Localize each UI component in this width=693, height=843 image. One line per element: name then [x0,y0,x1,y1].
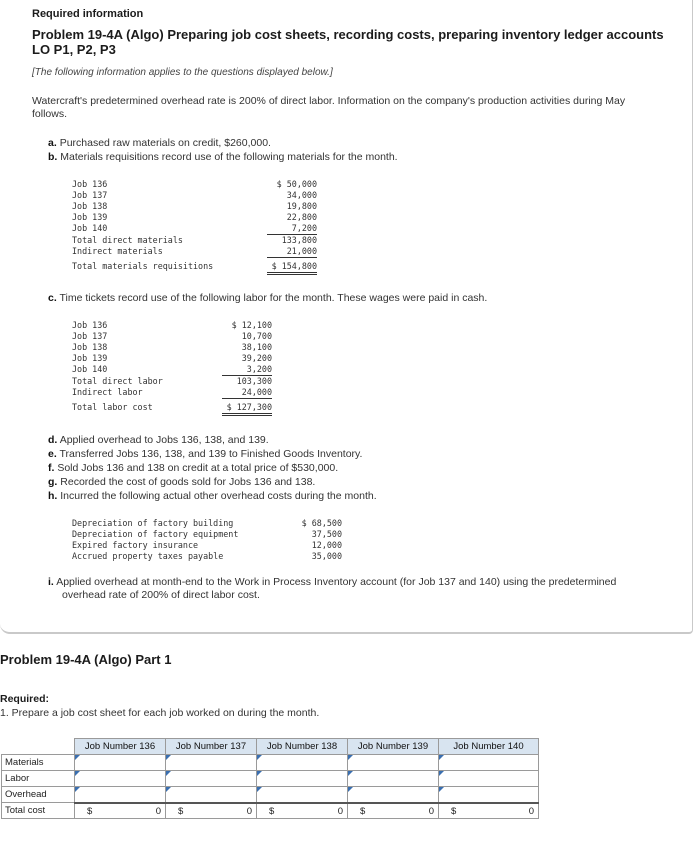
part-title: Problem 19-4A (Algo) Part 1 [0,652,172,667]
labor-amount: 103,300 [236,376,272,386]
overhead-table [72,518,372,568]
overhead-amount: 37,500 [311,529,342,539]
input-marker-icon [348,755,353,760]
input-marker-icon [348,771,353,776]
input-marker-icon [257,755,262,760]
materials-amount: $ 50,000 [276,179,317,189]
materials-label: Indirect materials [72,246,163,256]
input-marker-icon [75,755,80,760]
item-e: e. Transferred Jobs 136, 138, and 139 to Finished Goods Inventory. [48,448,363,460]
input-marker-icon [439,755,444,760]
total-cost-job-140: $ 0 [439,803,539,819]
materials-label: Total materials requisitions [72,261,214,271]
labor-input-job-138[interactable] [257,771,348,787]
labor-label: Indirect labor [72,387,143,397]
required-text: 1. Prepare a job cost sheet for each job worked on during the month. [0,707,320,719]
labor-label: Job 138 [72,342,108,352]
overhead-input-job-136[interactable] [75,787,166,803]
total-cost-job-136: $ 0 [75,803,166,819]
overhead-amount: 12,000 [311,540,342,550]
materials-label: Job 139 [72,212,108,222]
table-row [2,771,539,787]
labor-amount: 38,100 [241,342,272,352]
materials-amount: 21,000 [267,246,317,258]
table-row [2,755,539,771]
labor-amount: 24,000 [222,387,272,399]
labor-table [72,320,282,420]
labor-label: Job 136 [72,320,108,330]
materials-amount: 133,800 [281,235,317,245]
labor-amount: 39,200 [241,353,272,363]
total-cost-job-138: $ 0 [257,803,348,819]
applies-note: [The following information applies to the questions displayed below.] [32,67,333,78]
total-row [2,803,539,819]
materials-input-job-139[interactable] [348,755,439,771]
input-marker-icon [348,787,353,792]
item-i: i. Applied overhead at month-end to the Work in Process Inventory account (for Job 137 and 140) using the predetermined overhead rate of 200% of direct labor cost. [48,576,617,601]
input-marker-icon [166,755,171,760]
input-marker-icon [75,787,80,792]
materials-amount: 22,800 [286,212,317,222]
col-job-140: Job Number 140 [439,739,539,755]
materials-input-job-136[interactable] [75,755,166,771]
input-marker-icon [257,771,262,776]
materials-input-job-137[interactable] [166,755,257,771]
materials-label: Total direct materials [72,235,183,245]
labor-amount: $ 12,100 [231,320,272,330]
labor-input-job-137[interactable] [166,771,257,787]
materials-amount: $ 154,800 [267,261,317,275]
item-f: f. Sold Jobs 136 and 138 on credit at a total price of $530,000. [48,462,339,474]
item-g: g. Recorded the cost of goods sold for Jobs 136 and 138. [48,476,316,488]
materials-label: Job 136 [72,179,108,189]
col-job-136: Job Number 136 [75,739,166,755]
col-job-137: Job Number 137 [166,739,257,755]
materials-label: Job 138 [72,201,108,211]
total-cost-job-137: $ 0 [166,803,257,819]
table-row [2,787,539,803]
labor-label: Total direct labor [72,376,163,386]
item-c: c. Time tickets record use of the following labor for the month. These wages were paid in cash. [48,292,488,304]
materials-label: Job 140 [72,223,108,233]
labor-label: Job 137 [72,331,108,341]
overhead-label: Depreciation of factory building [72,518,234,528]
input-marker-icon [257,787,262,792]
col-job-138: Job Number 138 [257,739,348,755]
job-cost-sheet-table [1,738,539,819]
labor-label: Total labor cost [72,402,153,412]
overhead-label: Accrued property taxes payable [72,551,224,561]
total-cost-job-139: $ 0 [348,803,439,819]
labor-label: Job 139 [72,353,108,363]
input-marker-icon [166,771,171,776]
labor-input-job-136[interactable] [75,771,166,787]
overhead-amount: $ 68,500 [301,518,342,528]
materials-label: Job 137 [72,190,108,200]
header-row [2,739,539,755]
overhead-label: Depreciation of factory equipment [72,529,239,539]
item-h: h. Incurred the following actual other overhead costs during the month. [48,490,377,502]
labor-input-job-139[interactable] [348,771,439,787]
problem-title: Problem 19-4A (Algo) Preparing job cost sheets, recording costs, preparing inventory ledger accounts LO P1, P2, P3 [32,27,664,57]
row-label-overhead: Overhead [2,787,75,803]
row-label-total-cost: Total cost [2,803,75,819]
input-marker-icon [439,787,444,792]
overhead-input-job-139[interactable] [348,787,439,803]
item-d: d. Applied overhead to Jobs 136, 138, and 139. [48,434,269,446]
item-a: a. Purchased raw materials on credit, $260,000. [48,137,271,149]
item-b: b. Materials requisitions record use of the following materials for the month. [48,151,398,163]
required-information-heading: Required information [32,8,144,20]
overhead-label: Expired factory insurance [72,540,199,550]
labor-label: Job 140 [72,364,108,374]
col-job-139: Job Number 139 [348,739,439,755]
materials-table [72,179,322,279]
row-label-materials: Materials [2,755,75,771]
overhead-input-job-140[interactable] [439,787,539,803]
required-label: Required: [0,693,50,705]
materials-amount: 7,200 [267,223,317,235]
materials-amount: 19,800 [286,201,317,211]
intro-text: Watercraft's predetermined overhead rate is 200% of direct labor. Information on the company's production activities during May follows. [32,95,626,120]
labor-input-job-140[interactable] [439,771,539,787]
input-marker-icon [439,771,444,776]
overhead-amount: 35,000 [311,551,342,561]
overhead-input-job-137[interactable] [166,787,257,803]
materials-input-job-140[interactable] [439,755,539,771]
labor-amount: 3,200 [222,364,272,376]
corner-cell [2,739,75,755]
labor-amount: $ 127,300 [222,402,272,416]
input-marker-icon [75,771,80,776]
input-marker-icon [166,787,171,792]
row-label-labor: Labor [2,771,75,787]
labor-amount: 10,700 [241,331,272,341]
materials-amount: 34,000 [286,190,317,200]
materials-input-job-138[interactable] [257,755,348,771]
overhead-input-job-138[interactable] [257,787,348,803]
